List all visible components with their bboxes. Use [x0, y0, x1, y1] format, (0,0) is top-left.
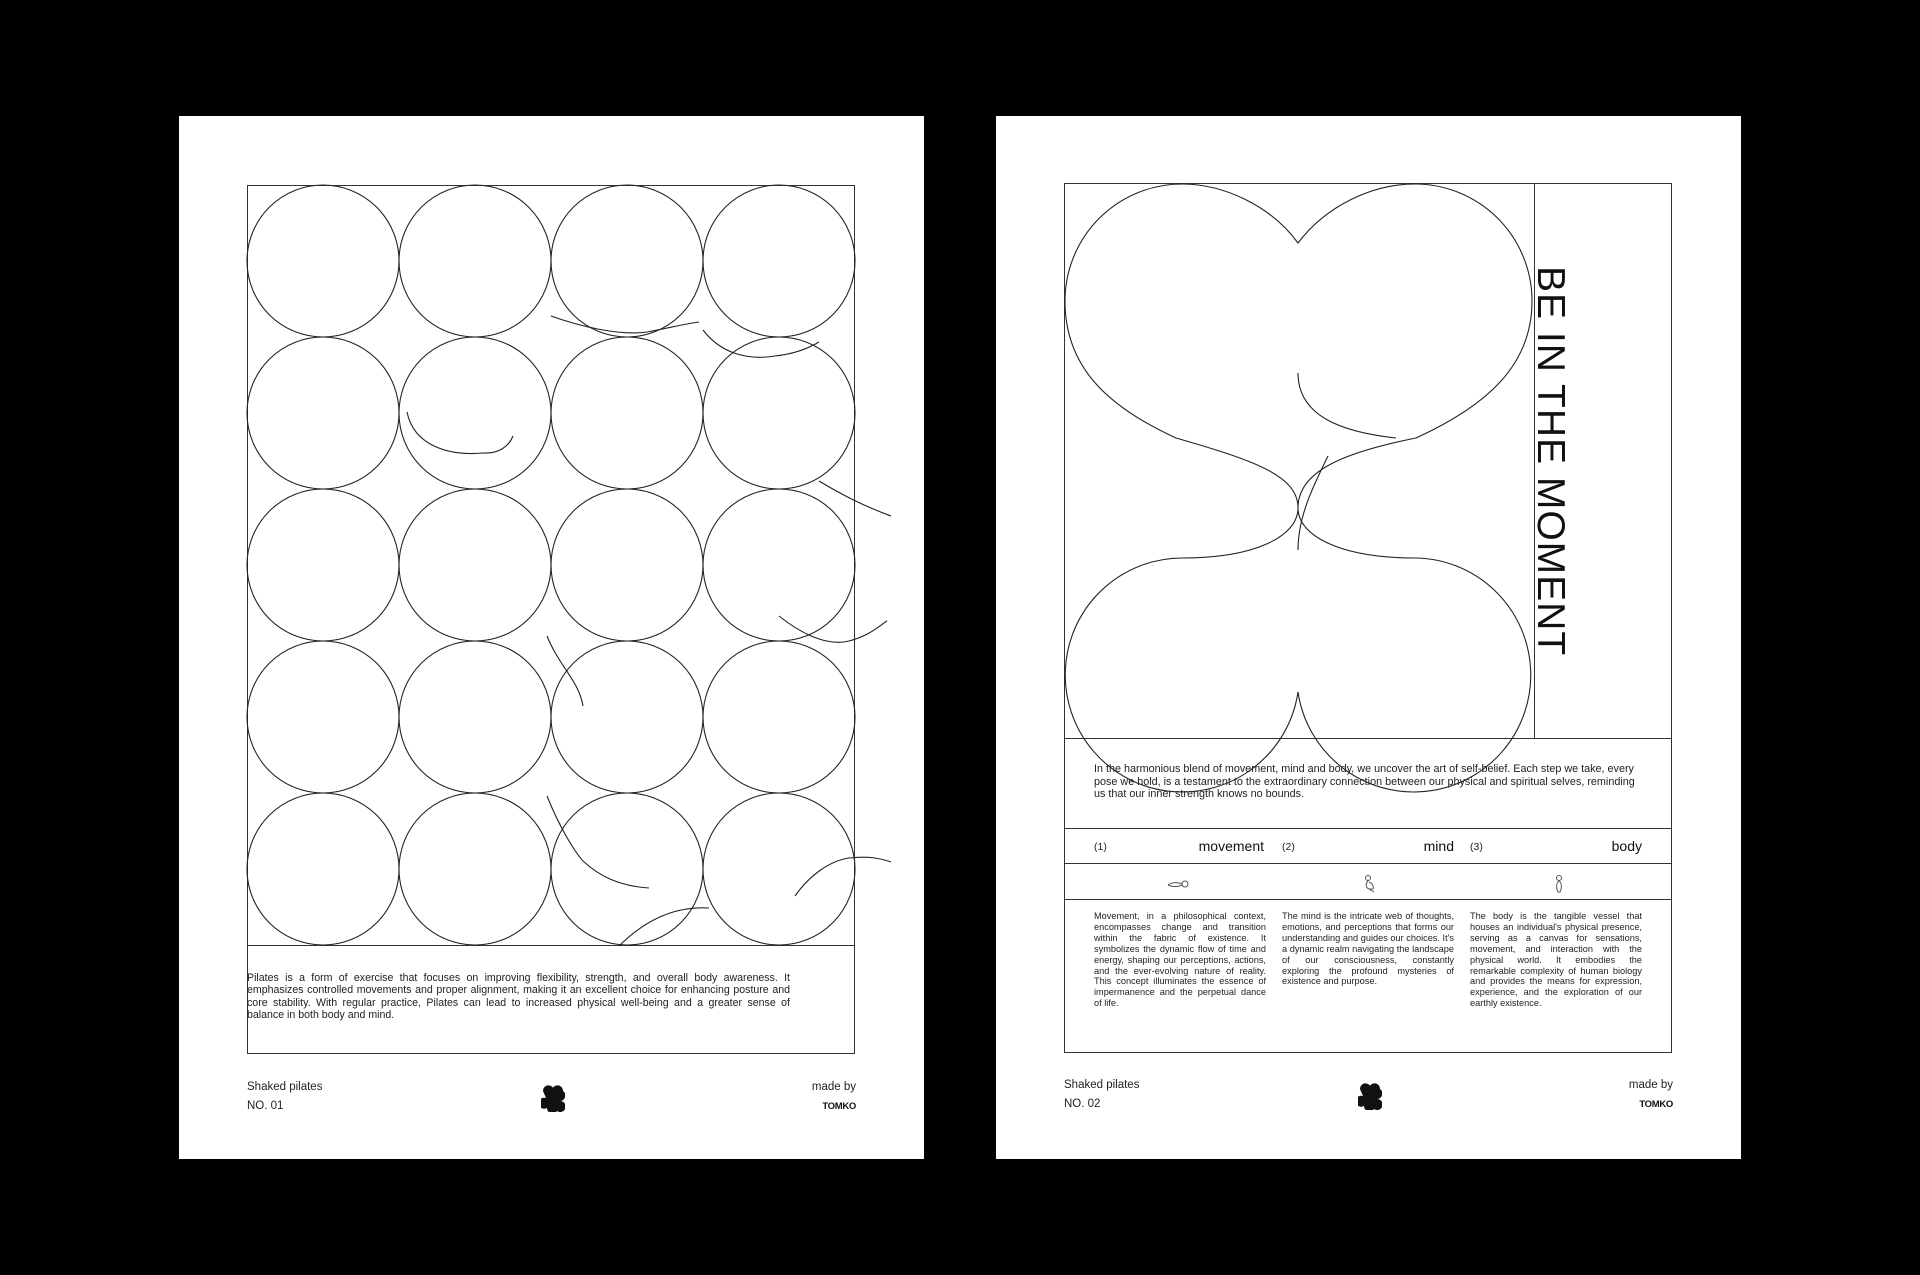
grid-circle: [399, 337, 551, 489]
connector-curve: [547, 796, 583, 861]
lying-figure-icon: [1166, 873, 1190, 895]
mind-text: The mind is the intricate web of thoughts, emotions, and perceptions that forms our understanding and guides our choices. It's a dynamic realm navigating the landscape of our consciousness, constantly exploring the profound mysteries of existence and purpose.: [1282, 911, 1454, 987]
grid-circle: [399, 641, 551, 793]
poster-no-01: [179, 116, 924, 1159]
seated-figure-icon: [1358, 873, 1382, 895]
connector-curve: [795, 857, 891, 896]
poster-number: NO. 02: [1064, 1098, 1101, 1110]
body-text: The body is the tangible vessel that houses an individual's physical presence, serving as a canvas for sensations, movement, and interaction with the physical world. It embodies the remarkable complexity of human biology and provides the means for expression, experience, and the exploration of our earthly existence.: [1470, 911, 1642, 1009]
brand-name: Shaked pilates: [1064, 1079, 1140, 1091]
pilates-logo-icon: [1358, 1082, 1382, 1110]
column-number-3: (3): [1470, 841, 1483, 853]
grid-circle: [399, 489, 551, 641]
intro-text: In the harmonious blend of movement, mind and body, we uncover the art of self-belief. Each step we take, every pose we hold, is a testament to the extraordinary connection between our physical and spiritual selves, reminding us that our inner strength knows no bounds.: [1094, 763, 1635, 801]
connector-curve: [819, 481, 891, 516]
column-title-body: body: [1611, 838, 1642, 854]
column-number-1: (1): [1094, 841, 1107, 853]
connector-curve: [407, 412, 513, 454]
grid-circle: [247, 337, 399, 489]
tomko-logo: TOMKO: [822, 1101, 856, 1112]
connector-curve: [619, 908, 709, 946]
movement-text: Movement, in a philosophical context, encompasses change and transition within the fabric of existence. It symbolizes the dynamic flow of time and energy, shaping our perceptions, actions, and the ever-evolving nature of reality. This concept illuminates the essence of impermanence and the perpetual dance of life.: [1094, 911, 1266, 1009]
poster-number: NO. 01: [247, 1100, 284, 1112]
grid-circle: [703, 337, 855, 489]
grid-circle: [551, 489, 703, 641]
column-number-2: (2): [1282, 841, 1295, 853]
grid-circle: [247, 489, 399, 641]
grid-circle: [247, 185, 399, 337]
grid-circle: [703, 793, 855, 945]
tomko-logo: TOMKO: [1639, 1099, 1673, 1110]
pilates-description: Pilates is a form of exercise that focuses on improving flexibility, strength, and overall body awareness. It emphasizes controlled movements and proper alignment, making it an excellent choice for enhancing posture and core stability. With regular practice, Pilates can lead to increased physical well-being and a greater sense of balance in both body and mind.: [247, 972, 790, 1022]
grid-circle: [551, 793, 703, 945]
column-title-movement: movement: [1198, 838, 1264, 854]
grid-circle: [551, 185, 703, 337]
grid-circle: [703, 489, 855, 641]
made-by-label: made by: [1628, 1079, 1673, 1091]
poster-no-02: [996, 116, 1741, 1159]
grid-circle: [703, 185, 855, 337]
pilates-logo-icon: [541, 1084, 565, 1112]
connector-curve: [583, 861, 649, 888]
made-by-label: made by: [811, 1081, 856, 1093]
grid-circle: [247, 641, 399, 793]
brand-name: Shaked pilates: [247, 1081, 323, 1093]
grid-circle: [551, 337, 703, 489]
standing-figure-icon: [1547, 873, 1571, 895]
connector-curve: [779, 616, 887, 642]
grid-circle: [247, 793, 399, 945]
grid-circle: [399, 185, 551, 337]
be-in-the-moment-title: BE IN THE MOMENT: [1529, 266, 1572, 657]
connector-curve: [547, 636, 583, 706]
grid-circle: [703, 641, 855, 793]
grid-circle: [551, 641, 703, 793]
grid-circle: [399, 793, 551, 945]
column-title-mind: mind: [1423, 838, 1454, 854]
